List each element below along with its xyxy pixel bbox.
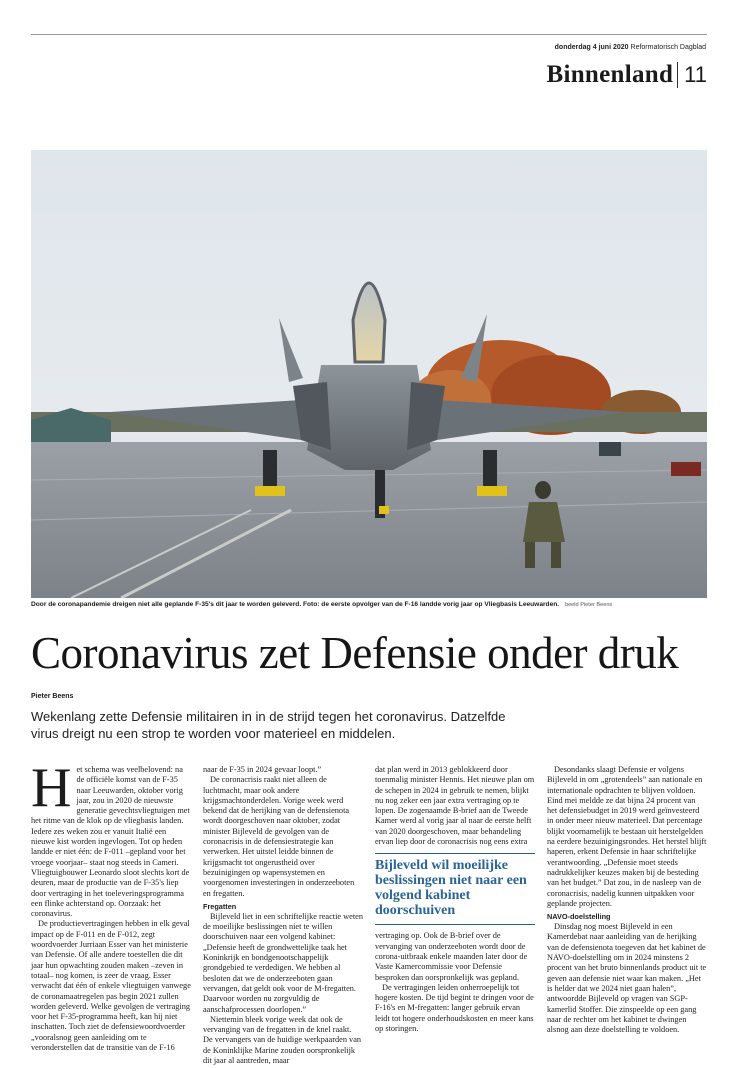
paragraph: Desondanks slaagt Defensie er volgens Bijleveld in om „grotendeels” aan nationale en internationale opdrachten te blijven voldoen. Eind mei meldde ze dat bijna 24 procent van het defensiebudget in 2019 werd geïnvesteerd in onder meer nieuw materieel. Dat percentage blijkt voornamelijk te bestaan uit herstelgelden na eerdere bezuinigingsrondes. Het herstel blijft haperen, erkent Defensie in haar schriftelijke verantwoording. „Defensie moet steeds nadrukkelijker keuzes maken bij de besteding van het budget.” Dat zou, in de nasleep van de coronacrisis, nadelig kunnen uitpakken voor geplande projecten. — [547, 765, 707, 908]
headline: Coronavirus zet Defensie onder druk — [31, 628, 679, 678]
article-photo — [31, 150, 707, 598]
paragraph: De coronacrisis raakt niet alleen de luchtmacht, maar ook andere krijgsmachtonderdelen. Vorige week werd bekend dat de herijking van de defensienota wordt doorgeschoven naar oktober, zodat minister Bijleveld de gevolgen van de coronacrisis in de defensiestrategie kan verwerken. Het uitstel leidde binnen de krijgsmacht tot ongerustheid over bezuinigingen op wapensystemen en voorgenomen investeringen in onderzeeboten en fregatten. — [203, 775, 355, 898]
pull-quote: Bijleveld wil moeilijke beslissingen niet naar een volgend kabinet doorschuiven — [375, 853, 535, 925]
section-name: Binnenland — [546, 61, 674, 88]
paragraph: Bijleveld liet in een schriftelijke reactie weten de moeilijke beslissingen niet te willen doorschuiven naar een volgend kabinet: „Defensie heeft de grondwettelijke taak het Koninkrijk en bondgenootschappelijk grondgebied te verdedigen. We hebben al besloten dat we de onderzeeboten gaan vervangen, dat geldt ook voor de M-fregatten. Daarvoor worden nu zorgvuldig de aanschafprocessen doorlopen.” — [203, 911, 363, 1014]
article-column-1 — [31, 757, 191, 1053]
paragraph: Niettemin bleek vorige week dat ook de vervanging van de fregatten in de knel raakt. De vervangers van de huidige werkpaarden van de Koninklijke Marine zouden oorspronkelijk dit jaar al aantreden, maar — [203, 1014, 362, 1066]
article-column-4 — [547, 765, 707, 1035]
top-rule — [31, 34, 707, 35]
section-divider — [677, 62, 678, 88]
paragraph: vertraging op. Ook de B-brief over de vervanging van onderzeeboten wordt door de corona-uitbraak enkele maanden later door de Vaste Kamercommissie voor Defensie besproken dan oorspronkelijk was gepland. — [375, 931, 528, 982]
intro-text: Wekenlang zette Defensie militairen in in de strijd tegen het coronavirus. Datzelfde virus dreigt nu een strop te worden voor materieel en middelen. — [31, 709, 506, 741]
article-column-3 — [375, 765, 535, 1034]
paragraph: De productievertragingen hebben in elk geval impact op de F-011 en de F-012, zegt woordvoerder Jurriaan Esser van het ministerie van Defensie. Of alle andere toestellen die dit jaar hun opwachting zouden maken –zeven in totaal– nog komen, is zeer de vraag. Esser verwacht dat één of enkele vliegtuigen vanwege de coronamaatregelen pas begin 2021 zullen worden geleverd. Welke gevolgen de vertraging voor het F-35-programma heeft, kan hij niet inschatten. Toch ziet de defensiewoordvoerder „vooralsnog geen aanleiding om te veronderstellen dat de transitie van de F-16 — [31, 919, 191, 1053]
paragraph: dat plan werd in 2013 geblokkeerd door toenmalig minister Hennis. Het nieuwe plan om de schepen in 2024 in gebruik te nemen, blijkt nu nog zeker een jaar extra vertraging op te lopen. De zogenaamde B-brief aan de Tweede Kamer werd al vorig jaar al naar de eerste helft van 2020 doorgeschoven, maar behandeling ervan liep door de coronacrisis nog eens extra — [375, 765, 535, 847]
dateline — [555, 44, 706, 51]
paragraph: et schema was veelbelovend: na de officiële komst van de F-35 naar Leeuwarden, oktober vorig jaar, zou in 2020 de nieuwste generatie gevechtsvliegtuigen met het ritme van de klok op de vliegbasis landen. Iedere zes weken zou er vanuit Italië een nieuwe kist worden ingevlogen. Tot op heden landde er niet één: de F-011 –gepland voor het vroege voorjaar– staat nog steeds in Cameri. Vliegtuigbouwer Leonardo sloot slechts kort de deuren, maar de productie van de F-35's liep door vertraging in het toeleveringsprogramma een flinke achterstand op. Oorzaak: het coronavirus. — [31, 765, 190, 919]
subheading: NAVO-doelstelling — [547, 912, 611, 922]
paper-name: Reformatorisch Dagblad — [630, 44, 706, 51]
paragraph: Dinsdag nog moest Bijleveld in een Kamerdebat naar aanleiding van de herijking van de defensienota toegeven dat het kabinet de NAVO-doelstelling om in 2024 minstens 2 procent van het bruto binnenlands product uit te geven aan defensie niet waar kan maken. „Het is helder dat we 2024 niet gaan halen”, antwoordde Bijleveld op vragen van SGP-kamerlid Stoffer. Die zinspeelde op een gang naar de rechter om het kabinet te dwingen alsnog aan deze doelstelling te voldoen. — [547, 922, 707, 1035]
photo-caption — [31, 601, 707, 608]
drop-cap: H — [31, 757, 72, 819]
photo-credit: beeld Pieter Beens — [564, 602, 613, 608]
caption-text: Door de coronapandemie dreigen niet alle geplande F-35's dit jaar te worden geleverd. Foto: de eerste opvolger van de F-16 landde vorig jaar op Vliegbasis Leeuwarden. — [31, 601, 560, 608]
issue-date: donderdag 4 juni 2020 — [554, 44, 629, 51]
fighter-jet-illustration — [31, 150, 707, 598]
page-number: 11 — [684, 62, 707, 87]
section-header — [546, 58, 707, 92]
byline: Pieter Beens — [31, 693, 74, 700]
paragraph: naar de F-35 in 2024 gevaar loopt.” — [203, 765, 322, 774]
article-column-2 — [203, 765, 363, 1066]
paragraph: De vertragingen leiden onherroepelijk tot hogere kosten. De tijd begint te dringen voor de F-16's en M-fregatten: langer gebruik ervan leidt tot hogere onderhoudskosten en meer kans op storingen. — [375, 982, 534, 1034]
subheading: Fregatten — [203, 901, 237, 911]
